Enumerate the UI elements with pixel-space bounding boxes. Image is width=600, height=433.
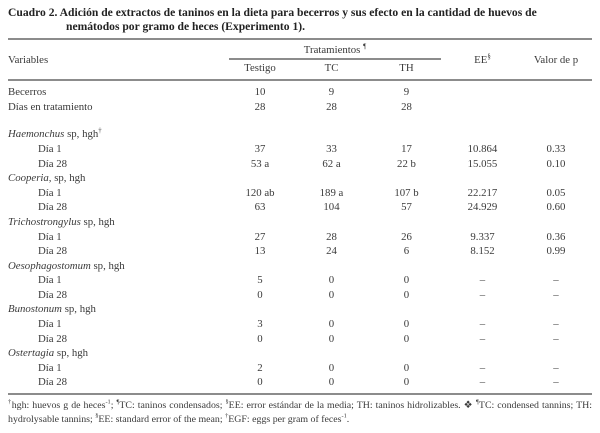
table-cell: 62 a (322, 157, 341, 170)
table-cell: 28 (326, 230, 337, 243)
table-cell (520, 100, 592, 115)
table-cell: 0 (403, 361, 410, 374)
table-cell: 17 (401, 142, 412, 155)
footnote-mark: ¶ (476, 399, 479, 407)
table-cell: 0.33 (546, 142, 566, 155)
column-group-header-tratamientos: Tratamientos ¶ (303, 43, 367, 57)
table-row (8, 346, 592, 361)
table-cell: 0.99 (546, 245, 566, 258)
column-header-ee: EE§ (474, 52, 491, 66)
table-cell: 3 (257, 318, 263, 331)
table-cell: – (553, 274, 559, 287)
table-cell: 0.36 (546, 230, 566, 243)
table-cell: 189 a (319, 186, 344, 199)
species-section-label: Bunostonum sp, hgh (8, 303, 96, 316)
footnote-mark: -1 (105, 399, 111, 407)
row-label: Día 28 (38, 332, 68, 345)
table-cell (520, 85, 592, 100)
treatment-column-headers (225, 61, 445, 76)
row-label: Día 28 (38, 376, 68, 389)
table-header (8, 40, 592, 78)
table-cell: 33 (326, 142, 337, 155)
table-cell: – (479, 288, 486, 301)
row-label: Día 28 (38, 288, 68, 301)
row-label: Día 1 (38, 274, 62, 287)
table-cell: 27 (254, 230, 266, 243)
table-row (8, 157, 592, 172)
table-cell: 0 (328, 288, 335, 301)
footnote-mark: † (8, 399, 12, 407)
table-cell: 0 (328, 376, 335, 389)
table-row (8, 302, 592, 317)
table-cell: 28 (401, 100, 412, 113)
table-cell: 8.152 (470, 245, 495, 258)
column-header-testigo: Testigo (244, 61, 276, 74)
treatments-group-rule (229, 58, 441, 59)
table-row (8, 230, 592, 245)
row-label: Día 28 (38, 201, 68, 214)
footnote-mark: -1 (341, 412, 347, 420)
table-cell: 37 (254, 142, 266, 155)
table-cell: – (479, 332, 486, 345)
column-header-tc: TC (324, 61, 339, 74)
row-label: Días en tratamiento (8, 100, 93, 113)
table-row (8, 317, 592, 332)
table-cell: – (479, 274, 486, 287)
table-cell: 63 (254, 201, 266, 214)
table-row (8, 186, 592, 201)
treatments-group (225, 43, 445, 75)
table-cell: 6 (403, 245, 410, 258)
table-cell: 0 (257, 288, 263, 301)
table-cell: 28 (326, 100, 337, 113)
footnote-mark: § (95, 412, 99, 420)
table-cell: 0.60 (546, 201, 566, 214)
row-label: Día 28 (38, 157, 68, 170)
table-cell: – (553, 361, 559, 374)
table-cell: – (553, 288, 559, 301)
row-label: Día 1 (38, 142, 62, 155)
table-cell: 10.864 (467, 142, 498, 155)
table-body (8, 81, 592, 393)
footnote-mark: § (225, 399, 229, 407)
table-cell: – (553, 318, 559, 331)
species-section-label: Ostertagia sp, hgh (8, 347, 89, 360)
table-cell: 24 (326, 245, 337, 258)
row-label: Día 28 (38, 245, 68, 258)
table-cell: 9 (403, 86, 410, 99)
table-row (8, 142, 592, 157)
table-cell: 15.055 (467, 157, 498, 170)
table-cell: 0 (403, 274, 410, 287)
table-cell: 0.10 (546, 157, 566, 170)
species-section-label: Haemonchus sp, hgh† (8, 127, 102, 141)
row-label: Día 1 (38, 318, 62, 331)
table-cell: 53 a (250, 157, 270, 170)
table-cell: 0 (403, 332, 410, 345)
table-cell: 22.217 (467, 186, 498, 199)
table-cell: 0.05 (546, 186, 566, 199)
table-row (8, 85, 592, 100)
row-label: Becerros (8, 86, 47, 99)
column-header-p-value: Valor de p (533, 53, 579, 66)
table-row (8, 288, 592, 303)
species-section-label: Oesophagostomum sp, hgh (8, 259, 125, 272)
table-cell: 28 (254, 100, 266, 113)
table-caption (8, 6, 592, 33)
ee-footnote-mark: § (487, 52, 491, 60)
table-cell: 10 (254, 86, 266, 99)
column-header-th: TH (399, 61, 414, 74)
table-cell (445, 100, 520, 115)
table-caption-text: Adición de extractos de taninos en la dieta para becerros y sus efecto en la cantidad de huevos de nemátodos por gramo de heces (Experimento 1). (59, 6, 537, 33)
table-row (8, 200, 592, 215)
table-row (8, 171, 592, 186)
table-cell: 104 (323, 201, 340, 214)
table-cell: 0 (403, 288, 410, 301)
row-label: Día 1 (38, 230, 62, 243)
footnote-mark: ¶ (116, 399, 120, 407)
table-cell: 0 (403, 376, 410, 389)
row-label: Día 1 (38, 186, 62, 199)
table-cell: 0 (257, 332, 263, 345)
table-row (8, 332, 592, 347)
table-cell: 22 b (397, 157, 416, 170)
table-row (8, 215, 592, 230)
table-cell: 0 (328, 332, 335, 345)
table-cell: 13 (254, 245, 266, 258)
column-header-variables: Variables (8, 53, 49, 66)
table-row (8, 273, 592, 288)
footnote-mark: † (225, 412, 229, 420)
table-cell: 9.337 (470, 230, 495, 243)
table-cell (445, 85, 520, 100)
table-cell: 0 (257, 376, 263, 389)
table-row (8, 100, 592, 115)
table-row (8, 244, 592, 259)
table-cell: 9 (328, 86, 335, 99)
table-cell: 24.929 (467, 201, 498, 214)
table-cell: 26 (401, 230, 412, 243)
table-cell: 107 b (394, 186, 419, 199)
species-section-label: Cooperia, sp, hgh (8, 172, 86, 185)
table-row (8, 127, 592, 142)
table-row (8, 259, 592, 274)
table-cell: 5 (257, 274, 263, 287)
species-section-label: Trichostrongylus sp, hgh (8, 215, 115, 228)
spacer-row (8, 114, 592, 127)
table-row (8, 361, 592, 376)
table-cell: 0 (403, 318, 410, 331)
table-cell: – (479, 361, 486, 374)
table-cell: – (479, 376, 486, 389)
row-label: Día 1 (38, 361, 62, 374)
table-cell: 0 (328, 318, 335, 331)
table-cell: 57 (401, 201, 412, 214)
table-cell: 0 (328, 274, 335, 287)
table-cell: 120 ab (245, 186, 275, 199)
tratamientos-footnote-mark: ¶ (363, 43, 367, 51)
table-cell: – (479, 318, 486, 331)
table-row (8, 375, 592, 390)
table-caption-prefix: Cuadro 2. (8, 6, 58, 19)
table-cell: – (553, 332, 559, 345)
table-cell: – (553, 376, 559, 389)
table-cell: 0 (328, 361, 335, 374)
table-cell: 2 (257, 361, 263, 374)
table-footnote: †hgh: huevos g de heces$^{-1}$; ¶TC: taninos condensados; §EE: error estándar de la media; TH: taninos hidrolizables. ❖ ¶TC: condensed tannins; TH: hydrolysable tannins; §EE: standard error of the mean; †EGF: eggs per gram of feces$^{-1}$. (8, 399, 592, 425)
